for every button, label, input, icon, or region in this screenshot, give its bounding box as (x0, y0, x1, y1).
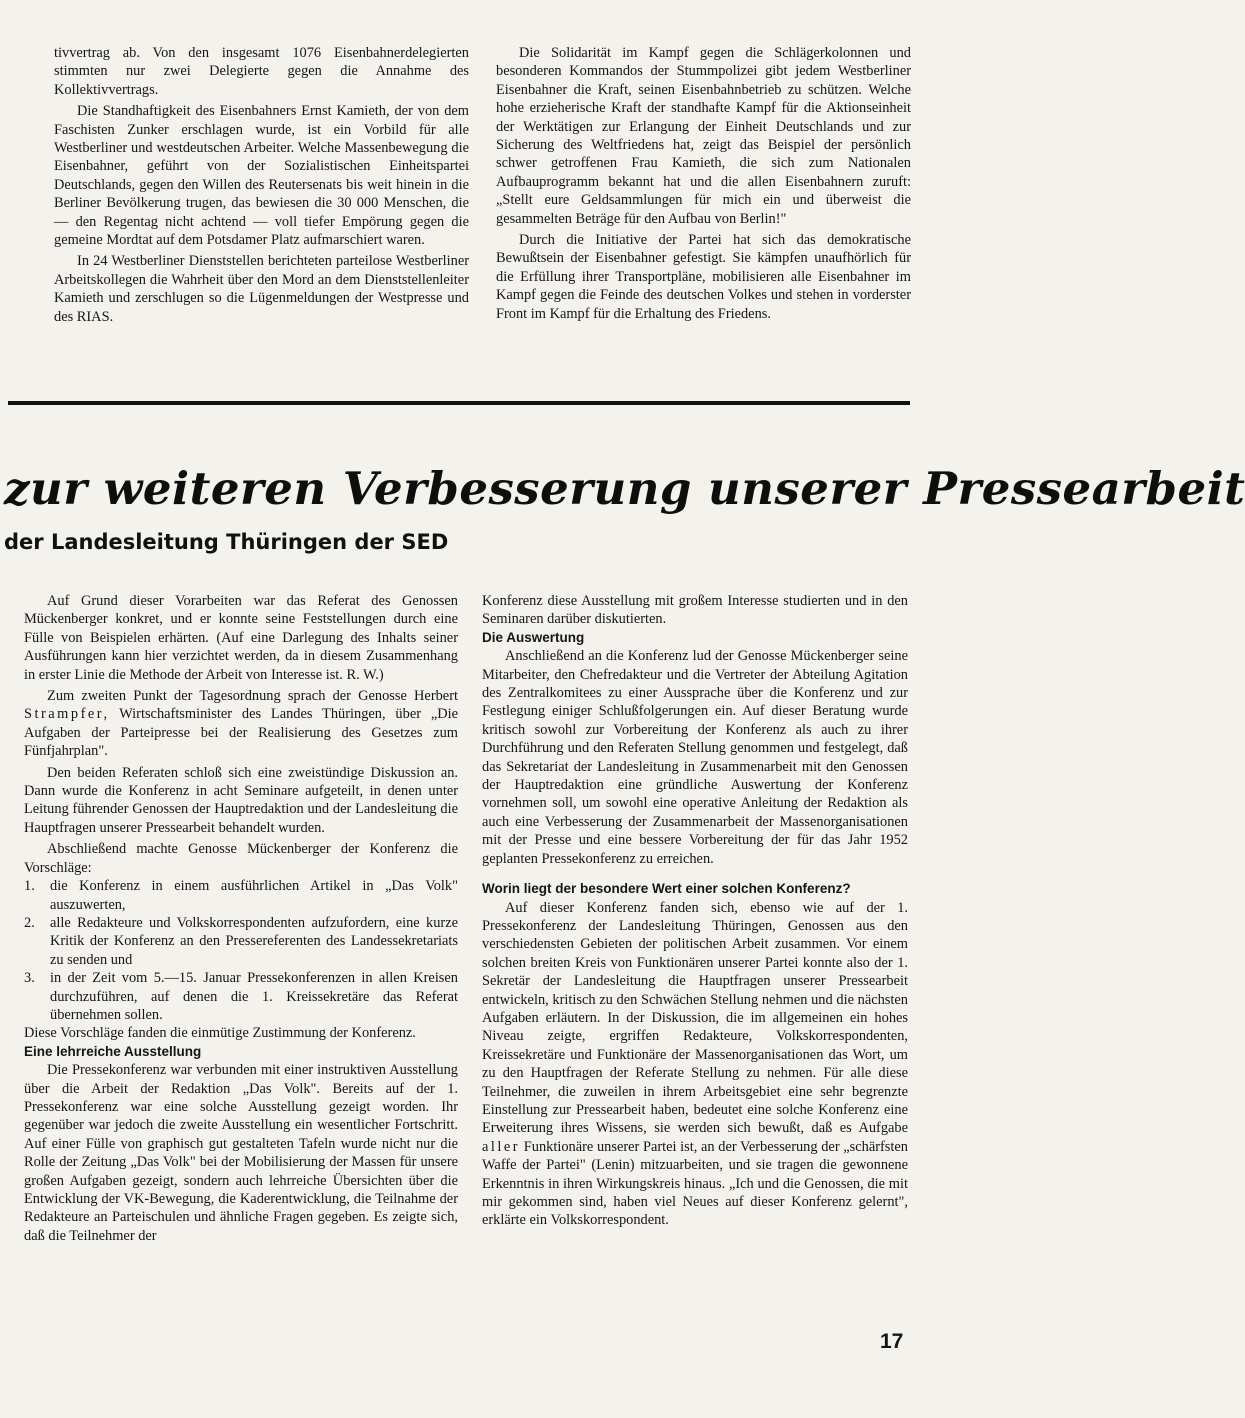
article-title: zur weiteren Verbesserung unserer Pressearbeit (4, 462, 1245, 515)
list-number: 1. (24, 878, 35, 895)
section-heading: Die Auswertung (482, 629, 585, 645)
top-left-column (54, 44, 469, 326)
article-subtitle: der Landesleitung Thüringen der SED (4, 530, 449, 554)
person-name: Strampfer, (24, 706, 110, 723)
top-left-paragraph: Die Standhaftigkeit des Eisenbahners Ernst Kamieth, der von dem Faschisten Zunker erschlagen wurde, ist ein Vorbild für alle Westberliner und westdeutschen Arbeiter. Welche Massenbewegung die Eisenbahner, geführt von der Sozialistischen Einheitspartei Deutschlands, gegen den Willen des Reutersenats bis weit hinein in die Berliner Bevölkerung trugen, das bewiesen die 30 000 Menschen, die — den Regentag nicht achtend — voll tiefer Empörung gegen die gemeine Mordtat auf dem Potsdamer Platz aufmarschiert waren. (54, 103, 469, 249)
list-text: die Konferenz in einem ausführlichen Artikel in „Das Volk" auszuwerten, (50, 878, 458, 913)
top-left-paragraph: In 24 Westberliner Dienststellen berichteten parteilose Westberliner Arbeitskollegen die Wahrheit über den Mord an dem Dienststellenleiter Kamieth und zerschlugen so die Lügenmeldungen der Westpresse und des RIAS. (54, 253, 469, 325)
article-paragraph: Anschließend an die Konferenz lud der Genosse Mückenberger seine Mitarbeiter, den Chefredakteur und die Vertreter der Abteilung Agitation des Zentralkomitees zu einer Aussprache über die Konferenz und zur Festlegung einiger Schlußfolgerungen ein. Auf dieser Beratung wurde kritisch sowohl zur Vorbereitung der Konferenz als auch zu ihrer Durchführung und den Referaten Stellung genommen und festgelegt, daß das Sekretariat der Landesleitung in Zusammenarbeit mit den Genossen der Hauptredaktion eine gründliche Auswertung der Konferenz vornehmen soll, um sowohl eine operative Anleitung der Redaktion als auch eine Verbesserung der Zusammenarbeit der Massenorganisationen mit der Presse und eine bessere Vorbereitung der für das Jahr 1952 geplanten Pressekonferenz zu erreichen. (482, 648, 908, 867)
top-right-paragraph: Die Solidarität im Kampf gegen die Schlägerkolonnen und besonderen Kommandos der Stummpolizei gibt jedem Westberliner Eisenbahner die Kraft, seinen Eisenbahnbetrieb zu schützen. Welche hohe erzieherische Kraft der standhafte Kampf für die Aktionseinheit der Werktätigen zur Erlangung der Einheit Deutschlands und zur Sicherung des Weltfriedens hat, zeigt das Beispiel der persönlich schwer getroffenen Frau Kamieth, die sich zum Nationalen Aufbauprogramm bekannt hat und die allen Eisenbahnern zuruft: „Stellt eure Geldsammlungen für mich ein und überweist die gesammelten Beträge für den Aufbau von Berlin!" (496, 45, 911, 227)
article-paragraph: Auf Grund dieser Vorarbeiten war das Referat des Genossen Mückenberger konkret, und er konnte seine Feststellungen durch eine Fülle von Beispielen erhärten. (Auf eine Darlegung des Inhalts seiner Ausführungen kann hier verzichtet werden, da in diesem Zusammenhang in erster Linie die Methode der Arbeit von Interesse ist. R. W.) (24, 593, 458, 683)
list-number: 3. (24, 970, 35, 987)
list-number: 2. (24, 914, 35, 931)
proposal-list (24, 877, 458, 1024)
list-item (24, 877, 458, 914)
section-heading: Eine lehrreiche Ausstellung (24, 1043, 202, 1059)
article-right-column (482, 592, 908, 1230)
paragraph-text: Auf dieser Konferenz fanden sich, ebenso wie auf der 1. Pressekonferenz der Landesleitung Thüringen, Genossen aus den verschiedensten Gebieten der politischen Arbeit zusammen. Vor einem solchen breiten Kreis von Funktionären unserer Partei konnte also der 1. Sekretär der Landesleitung die Hauptfragen unserer Pressearbeit entwickeln, kritisch zu den Schwächen Stellung nehmen und die nächsten Aufgaben erläutern. In der Diskussion, die im allgemeinen ein hohes Niveau zeigte, ergriffen Redakteure, Volkskorrespondenten, Kreissekretäre und Funktionäre der Massenorganisationen das Wort, um zu den Hauptfragen der Referate Stellung zu nehmen. Für alle diese Teilnehmer, die zuweilen in ihrem Arbeitsgebiet eine sehr begrenzte Einstellung zur Pressearbeit haben, bedeutet eine solche Konferenz eine Erweiterung ihres Wissens, sie werden sich bewußt, daß es Aufgabe (482, 899, 908, 1137)
top-right-column (496, 44, 911, 323)
article-paragraph: Diese Vorschläge fanden die einmütige Zustimmung der Konferenz. (24, 1025, 416, 1042)
top-left-paragraph: tivvertrag ab. Von den insgesamt 1076 Eisenbahnerdelegierten stimmten nur zwei Delegierte gegen die Annahme des Kollektivvertrags. (54, 45, 469, 98)
section-heading: Worin liegt der besondere Wert einer solchen Konferenz? (482, 881, 851, 897)
paragraph-text: Funktionäre unserer Partei ist, an der Verbesserung der „schärfsten Waffe der Partei" (Lenin) mitzuarbeiten, und sie tragen die gewonnene Erkenntnis in ihren Wirkungskreis hinaus. „Ich und die Genossen, die mit mir gekommen sind, haben viel Neues auf dieser Konferenz gelernt", erklärte ein Volkskorrespondent. (482, 1138, 908, 1229)
article-paragraph: Die Pressekonferenz war verbunden mit einer instruktiven Ausstellung über die Arbeit der Redaktion „Das Volk". Bereits auf der 1. Pressekonferenz war eine solche Ausstellung gezeigt worden. Ihr gegenüber war jedoch die zweite Ausstellung ein wesentlicher Fortschritt. Auf einer Fülle von graphisch gut gestalteten Tafeln wurde nicht nur die Rolle der Zeitung „Das Volk" bei der Mobilisierung der Massen für unsere großen Aufgaben gezeigt, sondern auch lehrreiche Übersichten über die Entwicklung der VK-Bewegung, die Kaderentwicklung, die Teilnahme der Redakteure an Parteischulen und ähnliche Fragen gegeben. Es zeigte sich, daß die Teilnehmer der (24, 1062, 458, 1244)
paragraph-text: Zum zweiten Punkt der Tagesordnung sprach der Genosse Herbert (47, 688, 458, 705)
article-left-column (24, 592, 458, 1245)
list-text: alle Redakteure und Volkskorrespondenten aufzufordern, eine kurze Kritik der Konferenz an den Pressereferenten des Landessekretariats zu senden und (50, 914, 458, 968)
top-right-paragraph: Durch die Initiative der Partei hat sich das demokratische Bewußtsein der Eisenbahner gefestigt. Sie kämpfen unaufhörlich für die Erfüllung ihrer Transportpläne, mobilisieren alle Eisenbahner im Kampf gegen die Feinde des deutschen Volkes und stehen in vorderster Front im Kampf für die Erhaltung des Friedens. (496, 232, 911, 322)
list-text: in der Zeit vom 5.—15. Januar Pressekonferenzen in allen Kreisen durchzuführen, auf denen die 1. Kreissekretäre das Referat übernehmen sollen. (50, 970, 458, 1023)
page-number: 17 (880, 1330, 904, 1353)
list-item (24, 969, 458, 1024)
article-paragraph (24, 687, 458, 761)
article-paragraph: Den beiden Referaten schloß sich eine zweistündige Diskussion an. Dann wurde die Konferenz in acht Seminare aufgeteilt, in denen unter Leitung führender Genossen der Hauptredaktion und der Landesleitung die Hauptfragen unserer Pressearbeit behandelt wurden. (24, 764, 458, 836)
emphasized-word: aller (482, 1138, 521, 1155)
article-paragraph: Abschließend machte Genosse Mückenberger der Konferenz die Vorschläge: (24, 841, 458, 876)
paragraph-text: Wirtschaftsminister des Landes Thüringen, über „Die Aufgaben der Parteipresse bei der Realisierung des Gesetzes zum Fünfjahrplan". (24, 706, 458, 760)
article-paragraph: Konferenz diese Ausstellung mit großem Interesse studierten und in den Seminaren darüber diskutierten. (482, 593, 908, 628)
list-item (24, 914, 458, 969)
article-paragraph (482, 899, 908, 1230)
section-divider (8, 401, 910, 405)
